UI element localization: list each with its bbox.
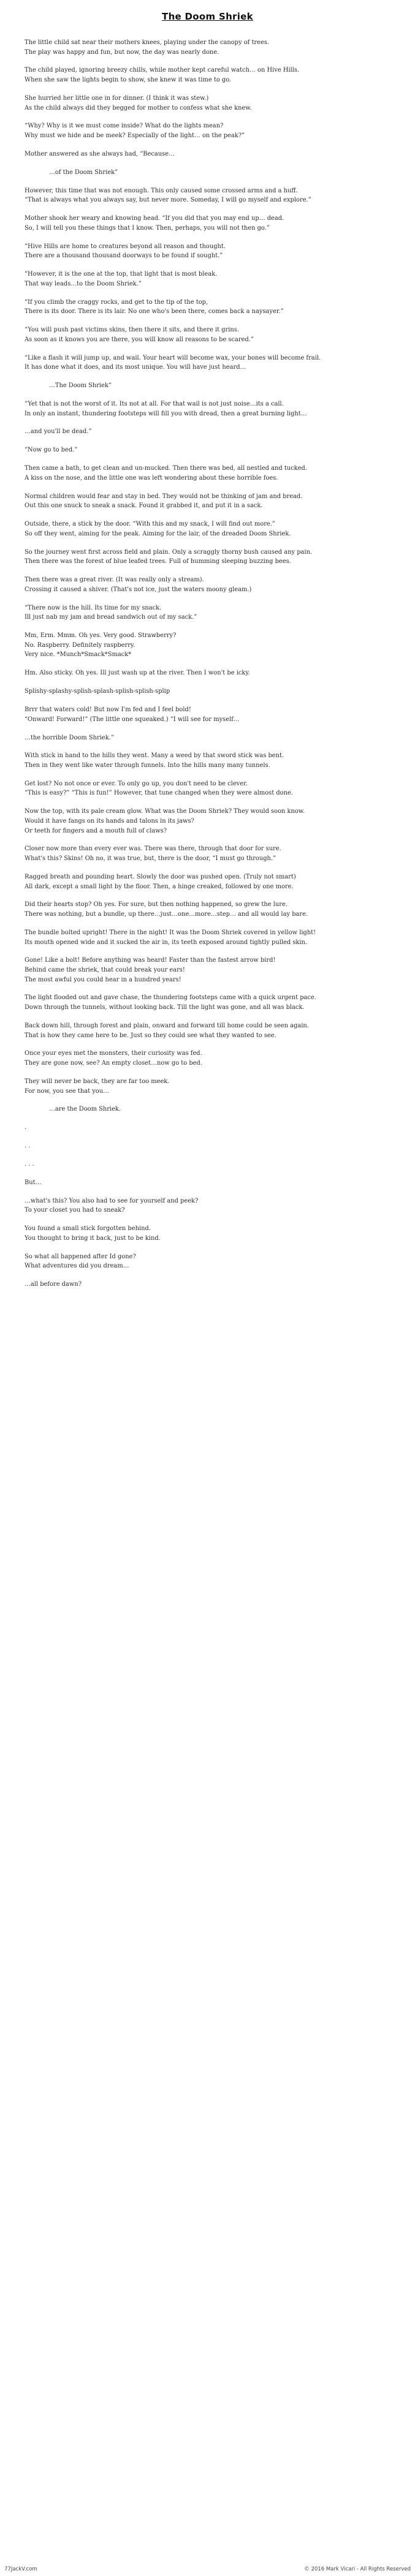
story-line: …are the Doom Shriek. xyxy=(49,1106,121,1113)
story-line: Back down hill, through forest and plain, onward and forward till home could be seen again. xyxy=(25,1022,309,1029)
story-line: With stick in hand to the hills they went. Many a weed by that sword stick was bent. xyxy=(25,752,284,760)
story-paragraph xyxy=(25,668,390,678)
story-paragraph xyxy=(25,242,390,261)
story-line: The little child sat near their mothers knees, playing under the canopy of trees. xyxy=(25,39,270,46)
story-paragraph xyxy=(25,1141,390,1151)
story-line: They will never be back, they are far too meek. xyxy=(25,1078,170,1085)
story-line: When she saw the lights begin to show, she knew it was time to go. xyxy=(25,77,232,84)
story-line: Then there was the forest of blue leafed trees. Full of humming sleeping buzzing bees. xyxy=(25,558,291,565)
story-line: What's this? Skins! Oh no, it was true, but, there is the door, “I must go through.” xyxy=(25,855,276,863)
story-paragraph xyxy=(25,381,390,391)
story-line: “You will push past victims skins, then there it sits, and there it grins. xyxy=(25,327,239,334)
story-line: That way leads…to the Doom Shriek.” xyxy=(25,280,142,287)
story-line: Ragged breath and pounding heart. Slowly the door was pushed open. (Truly not smart) xyxy=(25,873,296,880)
story-line: So off they went, aiming for the peak. Aiming for the lair, of the dreaded Doom Shriek. xyxy=(25,530,291,537)
story-line: Mm, Erm. Mmm. Oh yes. Very good. Strawberry? xyxy=(25,632,177,640)
story-line: They are gone now, see? An empty closet…now go to bed. xyxy=(25,1060,202,1067)
story-line: Then came a bath, to get clean and un-mucked. Then there was bed, all nestled and tucked. xyxy=(25,465,307,472)
story-line: “If you climb the craggy rocks, and get to the tip of the top, xyxy=(25,298,208,306)
story-line: Mother shook her weary and knowing head. “If you did that you may end up… dead. xyxy=(25,215,284,222)
page-title: The Doom Shriek xyxy=(162,11,253,22)
story-paragraph xyxy=(25,168,390,178)
story-line: What adventures did you dream… xyxy=(25,1263,129,1270)
story-line: . . xyxy=(25,1143,31,1150)
story-paragraph xyxy=(25,464,390,483)
story-line: Outside, there, a stick by the door. “With this and my snack, I will find out more.” xyxy=(25,521,275,528)
story-line: There is its door. There is its lair. No one who's been there, comes back a naysayer.” xyxy=(25,308,284,315)
story-paragraph xyxy=(25,325,390,344)
story-paragraph xyxy=(25,928,390,947)
story-paragraph xyxy=(25,872,390,891)
story-line: …the horrible Doom Shriek.” xyxy=(25,734,114,741)
story-paragraph xyxy=(25,186,390,205)
story-body xyxy=(25,38,390,1290)
story-line: Hm. Also sticky. Oh yes. Ill just wash up at the river. Then I won't be icky. xyxy=(25,670,250,677)
story-line: Out this one snuck to sneak a snack. Found it grabbed it, and put it in a sack. xyxy=(25,502,263,510)
story-line: Did their hearts stop? Oh yes. For sure, but then nothing happened, so grew the lure. xyxy=(25,901,287,908)
story-line: She hurried her little one in for dinner. (I think it was stew.) xyxy=(25,94,209,102)
story-line: The bundle bolted upright! There in the night! It was the Doom Shriek covered in yellow light! xyxy=(25,929,316,936)
story-line: For now, you see that you… xyxy=(25,1087,109,1095)
story-line: There are a thousand thousand doorways to be found if sought.” xyxy=(25,252,223,260)
story-line: Once your eyes met the monsters, their curiosity was fed. xyxy=(25,1050,202,1057)
story-line: …what's this? You also had to see for yourself and peek? xyxy=(25,1197,199,1204)
story-line: “Onward! Forward!” (The little one squeaked.) “I will see for myself… xyxy=(25,716,240,723)
story-line: Splishy-splashy-splish-splash-splish-splish-splip xyxy=(25,688,170,695)
story-paragraph xyxy=(25,1049,390,1068)
story-line: “This is easy?” “This is fun!” However, that tune changed when they were almost done. xyxy=(25,790,293,797)
story-line: The light flooded out and gave chase, the thundering footsteps came with a quick urgent pace. xyxy=(25,994,316,1002)
story-line: Then in they went like water through funnels. Into the hills many many tunnels. xyxy=(25,762,270,769)
story-paragraph xyxy=(25,1280,390,1290)
story-line: Get lost? No not once or ever. To only go up, you don't need to be clever. xyxy=(25,780,248,787)
story-line: There was nothing, but a bundle, up there…just…one…more…step… and all would lay bare. xyxy=(25,911,308,918)
story-paragraph xyxy=(25,575,390,594)
story-line: “Yet that is not the worst of it. Its not at all. For that wail is not just noise…its a call. xyxy=(25,401,284,407)
story-line: Down through the tunnels, without looking back. Till the light was gone, and all was black. xyxy=(25,1004,305,1011)
story-line: You found a small stick forgotten behind. xyxy=(25,1225,151,1233)
story-paragraph xyxy=(25,445,390,455)
story-paragraph xyxy=(25,807,390,836)
story-paragraph xyxy=(25,1123,390,1133)
story-line: “There now is the hill. Its time for my snack. xyxy=(25,604,162,611)
story-paragraph xyxy=(25,687,390,697)
story-paragraph xyxy=(25,214,390,233)
story-line: “Hive Hills are home to creatures beyond all reason and thought. xyxy=(25,243,226,250)
story-line: “Now go to bed.” xyxy=(25,447,78,454)
story-line: However, this time that was not enough. This only caused some crossed arms and a huff. xyxy=(25,187,298,194)
story-line: To your closet you had to sneak? xyxy=(25,1207,125,1214)
story-paragraph xyxy=(25,705,390,724)
story-paragraph xyxy=(25,149,390,159)
story-line: …and you'll be dead.” xyxy=(25,428,92,436)
story-paragraph xyxy=(25,779,390,798)
story-paragraph xyxy=(25,298,390,317)
story-line: Very nice. *Munch*Smack*Smack* xyxy=(25,651,132,659)
story-line: Its mouth opened wide and it sucked the air in, its teeth exposed around tightly pulled skin. xyxy=(25,939,308,946)
story-paragraph xyxy=(25,1224,390,1243)
story-line: Brrr that waters cold! But now I'm fed and I feel bold! xyxy=(25,706,191,714)
story-line: Behind came the shriek, that could break your ears! xyxy=(25,966,185,973)
story-paragraph xyxy=(25,900,390,919)
story-paragraph xyxy=(25,548,390,567)
story-line: As the child always did they begged for mother to confess what she knew. xyxy=(25,104,252,111)
story-paragraph xyxy=(25,353,390,372)
story-line: “Why? Why is it we must come inside? What do the lights mean? xyxy=(25,123,224,130)
story-line: Then there was a great river. (It was really only a stream). xyxy=(25,576,204,584)
story-line: . xyxy=(25,1124,27,1131)
story-line: “However, it is the one at the top, that light that is most bleak. xyxy=(25,271,218,278)
story-paragraph xyxy=(25,603,390,622)
story-paragraph xyxy=(25,492,390,511)
story-line: All dark, except a small light by the floor. Then, a hinge creaked, followed by one more. xyxy=(25,883,294,890)
story-line: Ill just nab my jam and bread sandwich out of my sack.” xyxy=(25,614,197,621)
story-line: So the journey went first across field and plain. Only a scraggly thorny bush caused any pain. xyxy=(25,548,313,556)
story-paragraph xyxy=(25,427,390,437)
story-line: Closer now more than every ever was. There was there, through that door for sure. xyxy=(25,845,281,853)
story-line: Why must we hide and be meek? Especially of the light… on the peak?” xyxy=(25,132,245,140)
story-line: The play was happy and fun, but now, the day was nearly done. xyxy=(25,48,219,56)
story-paragraph xyxy=(25,519,390,538)
story-paragraph xyxy=(25,399,390,418)
story-line: It has done what it does, and its most unique. You will have just heard… xyxy=(25,364,246,371)
story-paragraph xyxy=(25,1077,390,1096)
story-paragraph xyxy=(25,956,390,984)
story-line: Mother answered as she always had, “Because… xyxy=(25,150,175,157)
story-line: “That is always what you always say, but never more. Someday, I will go myself and explore.” xyxy=(25,197,311,204)
story-paragraph xyxy=(25,1160,390,1169)
story-line: . . . xyxy=(25,1161,34,1168)
story-paragraph xyxy=(25,751,390,770)
story-line: The child played, ignoring breezy chills, while mother kept careful watch… on Hive Hills. xyxy=(25,67,300,74)
copyright-notice: © 2016 Mark Vicari - All Rights Reserved xyxy=(304,2566,411,2572)
story-paragraph xyxy=(25,733,390,743)
story-paragraph xyxy=(25,993,390,1012)
story-line: Normal children would fear and stay in bed. They would not be thinking of jam and bread. xyxy=(25,493,303,500)
story-line: Or teeth for fingers and a mouth full of claws? xyxy=(25,827,167,834)
story-line: You thought to bring it back, just to be kind. xyxy=(25,1234,161,1242)
story-paragraph xyxy=(25,66,390,85)
story-line: Would it have fangs on its hands and talons in its jaws? xyxy=(25,817,194,825)
story-line: …The Doom Shriek” xyxy=(49,382,112,390)
story-line: That is how they came here to be. Just so they could see what they wanted to see. xyxy=(25,1032,276,1039)
story-paragraph xyxy=(25,121,390,140)
story-line: In only an instant, thundering footsteps will fill you with dread, then a great burning light… xyxy=(25,410,307,417)
story-line: So, I will tell you these things that I know. Then, perhaps, you will not then go.” xyxy=(25,224,270,232)
story-line: So what all happened after Id gone? xyxy=(25,1253,136,1260)
story-paragraph xyxy=(25,1252,390,1271)
story-paragraph xyxy=(25,270,390,289)
story-line: Crossing it caused a shiver. (That's not ice, just the waters moony gleam.) xyxy=(25,586,252,593)
story-paragraph xyxy=(25,631,390,660)
story-line: …of the Doom Shriek” xyxy=(49,168,118,176)
story-paragraph xyxy=(25,844,390,863)
story-line: A kiss on the nose, and the little one was left wondering about these horrible foes. xyxy=(25,474,278,482)
story-paragraph xyxy=(25,1178,390,1188)
story-line: “Like a flash it will jump up, and wail. Your heart will become wax, your bones will become frail. xyxy=(25,354,321,361)
story-paragraph xyxy=(25,94,390,113)
story-line: Now the top, with its pale cream glow. What was the Doom Shriek? They would soon know. xyxy=(25,808,305,815)
story-line: Gone! Like a bolt! Before anything was heard! Faster than the fastest arrow bird! xyxy=(25,957,276,964)
story-line: But… xyxy=(25,1179,42,1186)
story-paragraph xyxy=(25,1196,390,1215)
story-line: As soon as it knows you are there, you will know all reasons to be scared.” xyxy=(25,336,254,343)
story-paragraph xyxy=(25,1105,390,1114)
story-paragraph xyxy=(25,1021,390,1040)
story-paragraph xyxy=(25,38,390,57)
story-line: No. Raspberry. Definitely raspberry. xyxy=(25,641,135,649)
story-line: The most awful you could hear in a hundred years! xyxy=(25,976,181,983)
site-name: 77JackV.com xyxy=(4,2566,37,2572)
story-line: …all before dawn? xyxy=(25,1281,82,1288)
